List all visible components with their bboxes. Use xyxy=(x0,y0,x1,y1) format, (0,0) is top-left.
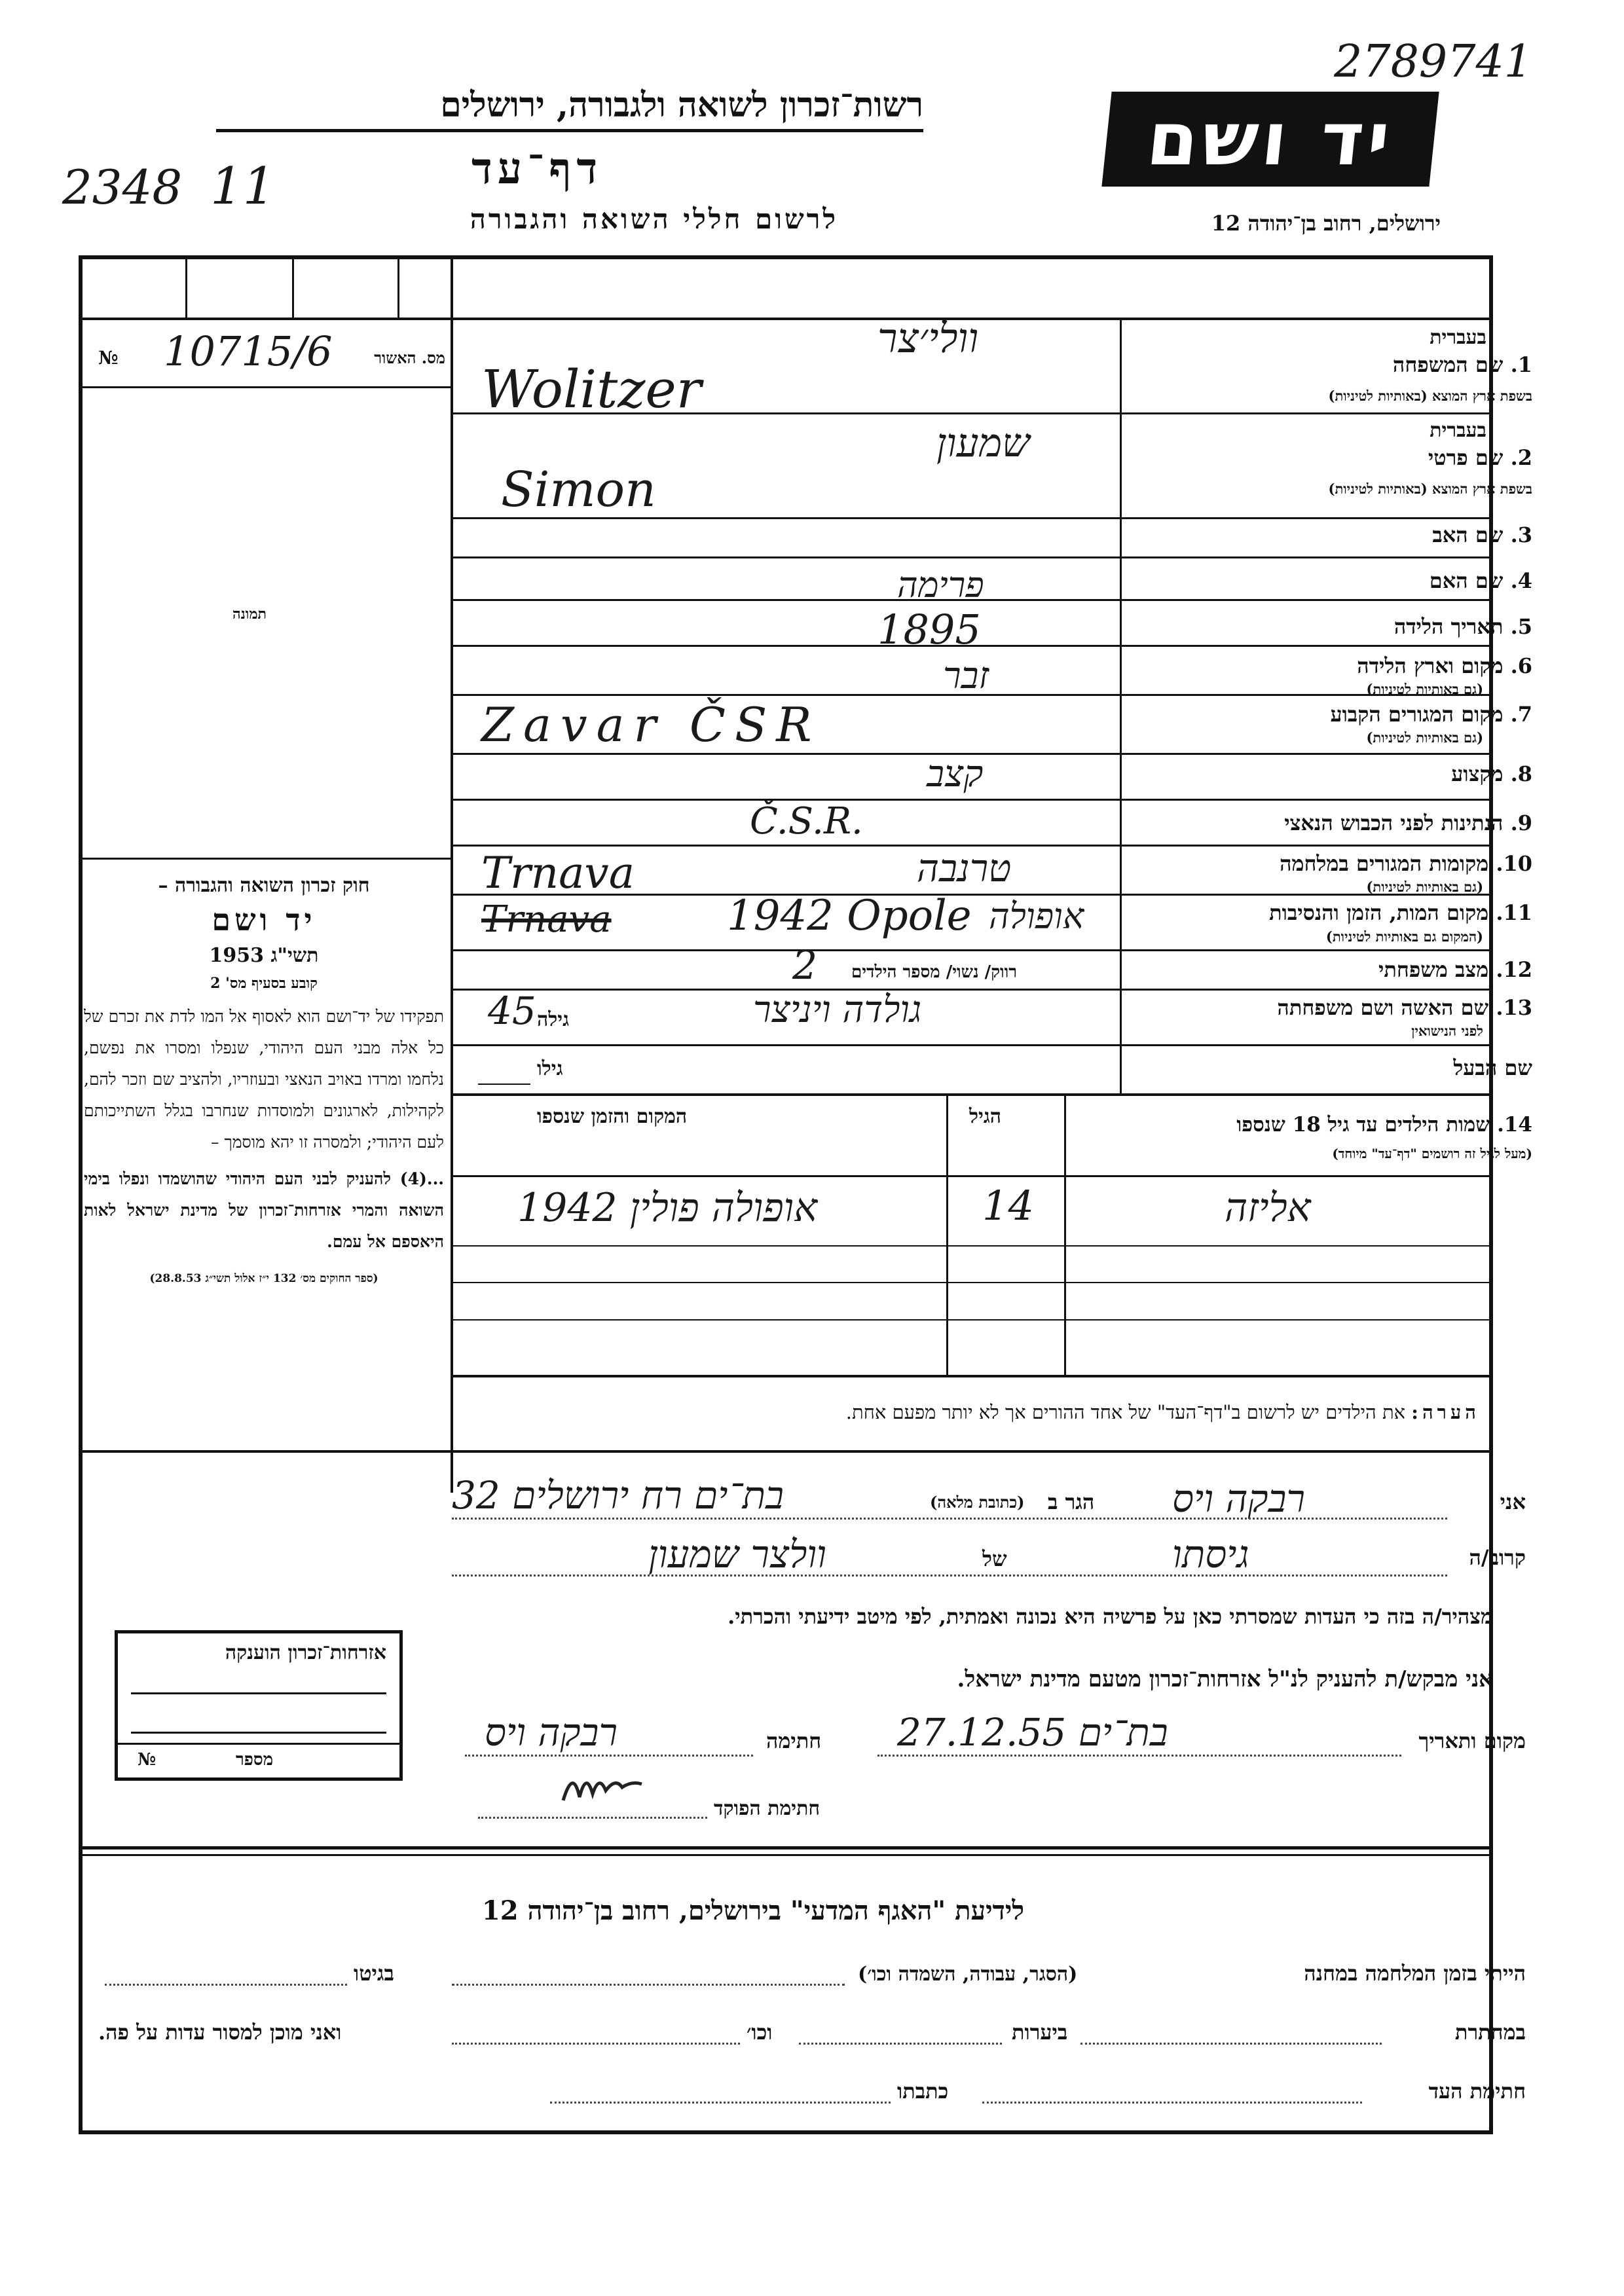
field-5-value[interactable]: 1895 xyxy=(877,606,981,653)
children-row-divider-3 xyxy=(452,1319,1493,1321)
children-label: 14. שמות הילדים עד גיל 18 שנספו xyxy=(1236,1113,1532,1137)
yad-vashem-logo: יד ושם xyxy=(1101,92,1439,187)
declarant-line-1 xyxy=(452,1518,1447,1520)
field-row-divider xyxy=(452,556,1493,558)
approval-row: № 10715/6 מס. האשור xyxy=(98,327,445,375)
field-1-hebrew-tag: בעברית xyxy=(1430,326,1486,349)
children-sub: (מעל לגיל זה רושמים "דף־עד" מיוחד) xyxy=(1332,1146,1532,1161)
footer-line2-mid2: וכו׳ xyxy=(747,2020,773,2045)
field-2-label: 2. שם פרטי xyxy=(1428,445,1532,470)
field-11-value-hebrew[interactable]: אופולה xyxy=(989,896,1084,937)
field-2-value-hebrew[interactable]: שמעון xyxy=(936,420,1030,466)
field-7-value[interactable]: Zavar ČSR xyxy=(481,697,821,752)
citizenship-label: אזרחות־זכרון הוענקה xyxy=(225,1641,386,1664)
field-row-divider xyxy=(452,799,1493,801)
footer-divider xyxy=(79,1846,1493,1850)
place-date-label: מקום ותאריך xyxy=(1418,1728,1526,1753)
field-4-value[interactable]: פרימה xyxy=(897,564,984,606)
field-2-sub: בשפת ארץ המוצא (באותיות לטיניות) xyxy=(1328,481,1532,497)
field-10-sub: (גם באותיות לטיניות) xyxy=(1366,879,1483,895)
field-13-sub: לפני הנישואין xyxy=(1411,1023,1483,1039)
field-9-value[interactable]: Č.S.R. xyxy=(750,800,863,843)
signature-label: חתימה xyxy=(766,1728,822,1753)
declarant-of-label: של xyxy=(982,1546,1007,1571)
footer-line2-label: במחתרת xyxy=(1454,2020,1526,2045)
footer-line2-mid: ביערות xyxy=(1012,2020,1068,2045)
archive-number: 2789741 xyxy=(1334,36,1532,88)
field-12-label: 12. מצב משפחתי xyxy=(1378,957,1532,982)
declarant-address[interactable]: בת־ים רח ירושלים 32 xyxy=(452,1473,784,1518)
field-6-value[interactable]: זבר xyxy=(943,655,989,697)
declarant-address-hint: (כתובת מלאה) xyxy=(930,1493,1025,1512)
field-11-value-struck[interactable]: Trnava xyxy=(481,898,612,941)
field-1-label: 1. שם המשפחה xyxy=(1392,352,1532,377)
signature-value[interactable]: רבקה ויס xyxy=(485,1710,618,1755)
note-label: הערה: xyxy=(1411,1401,1480,1423)
field-2-hebrew-tag: בעברית xyxy=(1430,419,1486,442)
field-6-sub: (גם באותיות לטיניות) xyxy=(1366,681,1483,697)
photo-divider xyxy=(79,858,452,860)
signature-line xyxy=(465,1755,753,1757)
field-13-age-value[interactable]: 45 xyxy=(488,989,536,1033)
field-5-label: 5. תאריך הלידה xyxy=(1393,614,1532,639)
declarant-resides-label: הגר ב xyxy=(1048,1489,1095,1514)
field-6-label: 6. מקום וארץ הלידה xyxy=(1357,653,1532,678)
children-bottom-border xyxy=(452,1375,1493,1377)
declarant-declaration: מצהיר/ה בזה כי העדות שמסרתי כאן על פרשיה היא נכונה ואמתית, לפי מיטב ידיעתי והכרתי. xyxy=(728,1604,1493,1629)
field-12-inline-label: רווק/ נשוי/ מספר הילדים xyxy=(851,962,1018,982)
declarant-relative-label: קרוב/ה xyxy=(1469,1545,1526,1570)
approval-divider xyxy=(79,386,452,388)
footer-line1-label: הייתי בזמן המלחמה במחנה xyxy=(1304,1961,1526,1986)
field-13-age-label: גילה xyxy=(537,1008,570,1031)
field-11-label: 11. מקום המות, הזמן והנסיבות xyxy=(1269,900,1532,925)
place-date-line xyxy=(877,1755,1401,1757)
scribble-icon xyxy=(557,1761,648,1813)
field-1-value-latin[interactable]: Wolitzer xyxy=(481,359,702,420)
photo-label: תמונה xyxy=(232,606,267,623)
approval-value: 10715/6 xyxy=(164,327,333,375)
field-7-sub: (גם באותיות לטיניות) xyxy=(1366,729,1483,746)
strip-tick-3 xyxy=(397,255,399,318)
note xyxy=(498,1401,1480,1424)
children-col-place: המקום והזמן שנספו xyxy=(537,1105,688,1128)
field-row-divider xyxy=(452,989,1493,991)
child-1-place[interactable]: אופולה פולין 1942 xyxy=(517,1185,818,1231)
field-13-label: 13. שם האשה ושם משפחתה xyxy=(1277,995,1532,1020)
form-subtitle: לרשום חללי השואה והגבורה xyxy=(470,203,838,235)
field-3-label: 3. שם האב xyxy=(1432,522,1532,547)
law-title: חוק זכרון השואה והגבורה – xyxy=(158,874,370,897)
declarant-i-label: אני xyxy=(1500,1489,1526,1514)
field-8-label: 8. מקצוע xyxy=(1451,761,1532,786)
strip-tick-1 xyxy=(185,255,187,318)
law-year: תשי"ג 1953 xyxy=(209,944,319,967)
footer-line1-end: בגיטו xyxy=(354,1961,394,1986)
footer-line2-dots-2 xyxy=(799,2043,1002,2045)
field-8-value[interactable]: קצב xyxy=(927,753,984,795)
field-1-value-hebrew[interactable]: וולי׳צר xyxy=(877,314,979,362)
footer-line2-dots-3 xyxy=(452,2043,740,2045)
footer-line1-hint: (הסגר, עבודה, השמדה וכו׳) xyxy=(858,1963,1078,1986)
yad-vashem-address: ירושלים, רחוב בן־יהודה 12 xyxy=(1211,211,1441,236)
official-label: חתימת הפוקד xyxy=(714,1797,821,1820)
authority-title: רשות־זכרון לשואה ולגבורה, ירושלים xyxy=(216,85,923,132)
footer-line1-dots-2 xyxy=(105,1984,347,1986)
footer-line3-dots-1 xyxy=(982,2102,1362,2104)
citizenship-number: № מספר xyxy=(118,1743,399,1777)
husband-age-line xyxy=(478,1084,530,1085)
field-4-label: 4. שם האם xyxy=(1429,568,1532,593)
footer-line3-mid: כתבתו xyxy=(897,2079,949,2104)
registry-number: 2348 11 xyxy=(62,157,276,216)
footer-divider-2 xyxy=(79,1854,1493,1856)
top-strip-divider xyxy=(79,318,1493,320)
declarant-name[interactable]: רבקה ויס xyxy=(1172,1476,1305,1521)
law-citation: (ספר החוקים מס׳ 132 י״ז אלול תשי״ג 28.8.53) xyxy=(149,1272,378,1285)
field-11-value-latin[interactable]: 1942 Opole xyxy=(727,892,972,940)
footer-line1-dots xyxy=(452,1984,845,1986)
child-1-age[interactable]: 14 xyxy=(982,1182,1034,1230)
field-row-divider xyxy=(452,1044,1493,1046)
children-row-divider-1 xyxy=(452,1245,1493,1247)
field-12-value[interactable]: 2 xyxy=(792,943,818,989)
footer-line2-dots-1 xyxy=(1080,2043,1382,2045)
official-signature-mark xyxy=(557,1761,648,1813)
label-column-divider xyxy=(1120,318,1122,1093)
law-name: יד ושם xyxy=(212,902,316,938)
field-13-value[interactable]: גולדה ויניצר xyxy=(753,989,922,1031)
field-row-divider xyxy=(452,949,1493,951)
note-bottom-border xyxy=(79,1450,1493,1453)
children-row-divider-2 xyxy=(452,1282,1493,1283)
children-header-divider xyxy=(452,1175,1493,1177)
footer-title: לידיעת "האגף המדעי" בירושלים, רחוב בן־יהודה 12 xyxy=(481,1895,1025,1926)
law-text-2: ...(4) להעניק לבני העם היהודי שהושמדו ונפלו בימי השואה והמרי אזרחות־זכרון של מדינת ישראל לאות היאספם אל עמם. xyxy=(84,1169,444,1251)
declarant-relation[interactable]: גיסתו xyxy=(1172,1532,1249,1576)
official-line xyxy=(478,1817,707,1819)
field-10-value-hebrew[interactable]: טרנבה xyxy=(917,846,1012,890)
note-text: את הילדים יש לרשום ב"דף־העד" של אחד ההורים אך לא יותר מפעם אחת. xyxy=(845,1401,1406,1423)
declarant-of-value[interactable]: וולצר שמעון xyxy=(648,1532,827,1576)
law-section: קובע בסעיף מס' 2 xyxy=(210,975,318,992)
footer-line2-end: ואני מוכן למסור עדות על פה. xyxy=(98,2020,342,2045)
field-11-sub: (המקום גם באותיות לטיניות) xyxy=(1325,928,1483,945)
law-text-1: תפקידו של יד־ושם הוא לאסוף אל המו לדת את זכרם של כל אלה מבני העם היהודי, שנפלו ומסרו את נפשם, נלחמו ומרדו באויב הנאצי ובעוזריו, ולהציב שם וזכר להם, לקהילות, לארגונים ולמוסדות שנחרבו בגלל השתייכותם לעם היהודי; ולמסרה זו יהא מוסמך – xyxy=(84,1007,444,1152)
form-title: דף־עד xyxy=(471,143,603,194)
left-panel-divider xyxy=(451,255,453,1493)
declarant-request: אני מבקש/ת להעניק לנ"ל אזרחות־זכרון מטעם מדינת ישראל. xyxy=(957,1666,1493,1692)
husband-label: שם הבעל xyxy=(1453,1055,1532,1080)
field-2-value-latin[interactable]: Simon xyxy=(501,462,656,518)
citizenship-box xyxy=(115,1630,403,1781)
field-1-sub: בשפת ארץ המוצא (באותיות לטיניות) xyxy=(1328,388,1532,404)
husband-age-label: גילו xyxy=(537,1057,563,1080)
footer-line3-label: חתימת העד xyxy=(1428,2079,1526,2104)
field-7-label: 7. מקום המגורים הקבוע xyxy=(1330,702,1532,727)
strip-tick-2 xyxy=(292,255,294,318)
children-col-name-divider xyxy=(1064,1093,1066,1375)
children-col-age-divider xyxy=(946,1093,948,1375)
field-10-value-latin[interactable]: Trnava xyxy=(481,848,635,898)
place-date-value[interactable]: בת־ים 27.12.55 xyxy=(897,1710,1168,1755)
children-top-border xyxy=(452,1093,1493,1096)
child-1-name[interactable]: אליזה xyxy=(1225,1185,1311,1231)
children-col-age: הגיל xyxy=(969,1105,1002,1128)
field-9-label: 9. הנתינות לפני הכבוש הנאצי xyxy=(1284,811,1532,835)
footer-line3-dots-2 xyxy=(550,2102,891,2104)
field-10-label: 10. מקומות המגורים במלחמה xyxy=(1280,851,1532,876)
declarant-line-2 xyxy=(452,1575,1447,1576)
law-block xyxy=(84,874,444,1285)
